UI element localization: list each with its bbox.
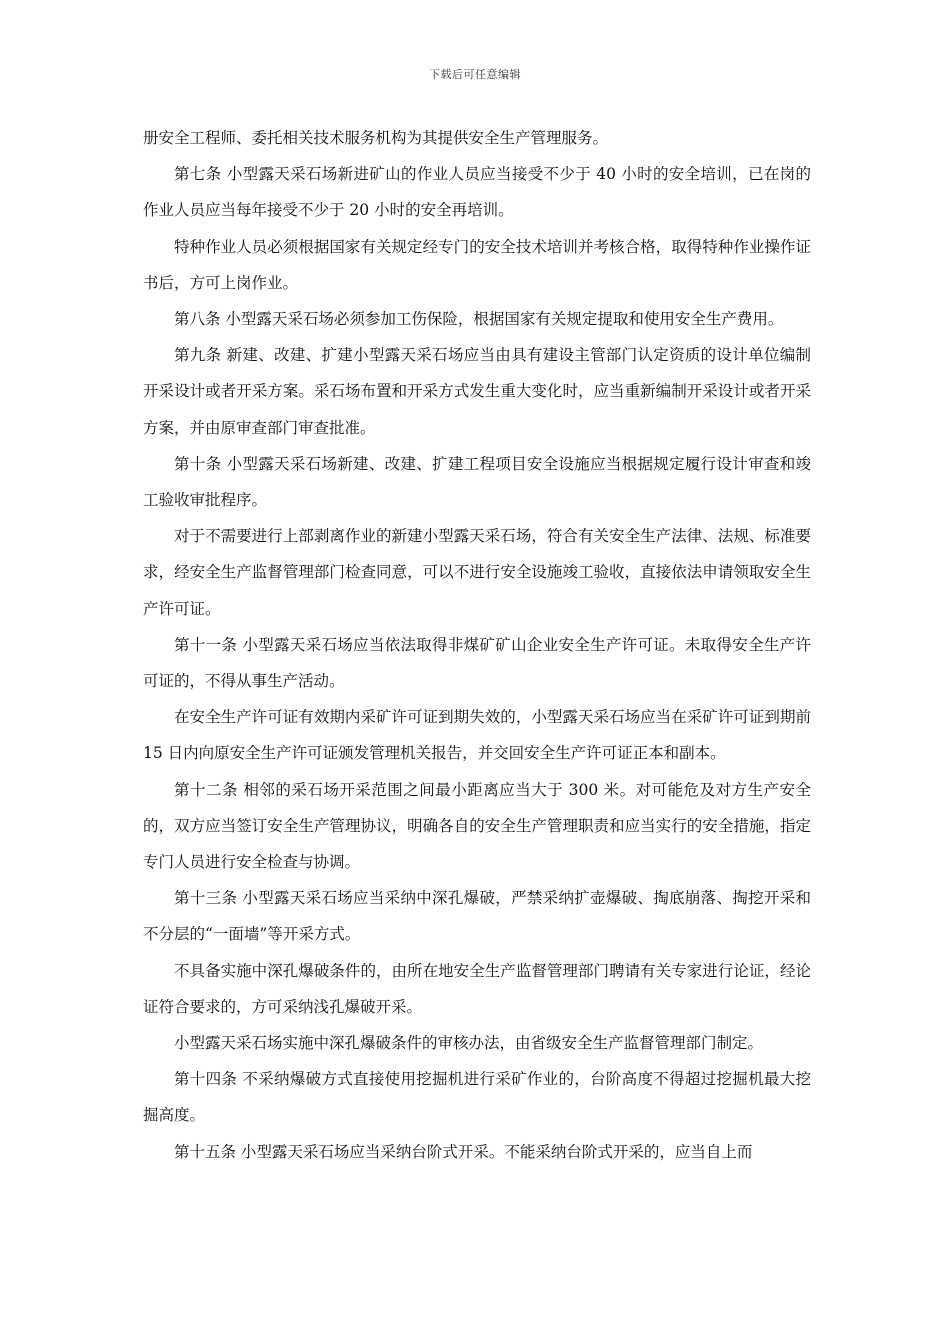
page-header: 下载后可任意编辑 <box>429 68 521 81</box>
paragraph-article-8: 第八条 小型露天采石场必须参加工伤保险，根据国家有关规定提取和使用安全生产费用。 <box>174 310 784 329</box>
document-body <box>143 120 811 1170</box>
paragraph-license-expiry: 在安全生产许可证有效期内采矿许可证到期失效的，小型露天采石场应当在采矿许可证到期前 15 日内向原安全生产许可证颁发管理机关报告，并交回安全生产许可证正本和副本。 <box>143 708 811 763</box>
paragraph-article-14: 第十四条 不采纳爆破方式直接使用挖掘机进行采矿作业的，台阶高度不得超过挖掘机最大挖掘高度。 <box>143 1070 811 1125</box>
paragraph-article-9: 第九条 新建、改建、扩建小型露天采石场应当由具有建设主管部门认定资质的设计单位编制开采设计或者开采方案。采石场布置和开采方式发生重大变化时，应当重新编制开采设计或者开采方案，并由原审查部门审查批准。 <box>143 346 811 437</box>
paragraph-shallow-blasting: 不具备实施中深孔爆破条件的，由所在地安全生产监督管理部门聘请有关专家进行论证，经论证符合要求的，方可采纳浅孔爆破开采。 <box>143 961 811 1016</box>
paragraph-review-method: 小型露天采石场实施中深孔爆破条件的审核办法，由省级安全生产监督管理部门制定。 <box>174 1034 764 1053</box>
paragraph-article-11: 第十一条 小型露天采石场应当依法取得非煤矿矿山企业安全生产许可证。未取得安全生产许可证的，不得从事生产活动。 <box>143 635 811 691</box>
paragraph-1: 册安全工程师、委托相关技术服务机构为其提供安全生产管理服务。 <box>143 129 609 147</box>
paragraph-article-12: 第十二条 相邻的采石场开采范围之间最小距离应当大于 300 米。对可能危及对方生产安全的，双方应当签订安全生产管理协议，明确各自的安全生产管理职责和应当实行的安全措施，指定专门人员进行安全检查与协调。 <box>143 780 811 872</box>
paragraph-article-10: 第十条 小型露天采石场新建、改建、扩建工程项目安全设施应当根据规定履行设计审查和竣工验收审批程序。 <box>143 454 811 510</box>
paragraph-article-7: 第七条 小型露天采石场新进矿山的作业人员应当接受不少于 40 小时的安全培训，已在岗的作业人员应当每年接受不少于 20 小时的安全再培训。 <box>143 165 811 220</box>
paragraph-article-15: 第十五条 小型露天采石场应当采纳台阶式开采。不能采纳台阶式开采的，应当自上而 <box>174 1142 753 1161</box>
paragraph-stripping-exemption: 对于不需要进行上部剥离作业的新建小型露天采石场，符合有关安全生产法律、法规、标准要求，经安全生产监督管理部门检查同意，可以不进行安全设施竣工验收，直接依法申请领取安全生产许可证。 <box>143 527 811 618</box>
paragraph-article-13: 第十三条 小型露天采石场应当采纳中深孔爆破，严禁采纳扩壶爆破、掏底崩落、掏挖开采和不分层的“一面墙”等开采方式。 <box>143 889 811 944</box>
paragraph-special-operators: 特种作业人员必须根据国家有关规定经专门的安全技术培训并考核合格，取得特种作业操作证书后，方可上岗作业。 <box>143 237 811 292</box>
